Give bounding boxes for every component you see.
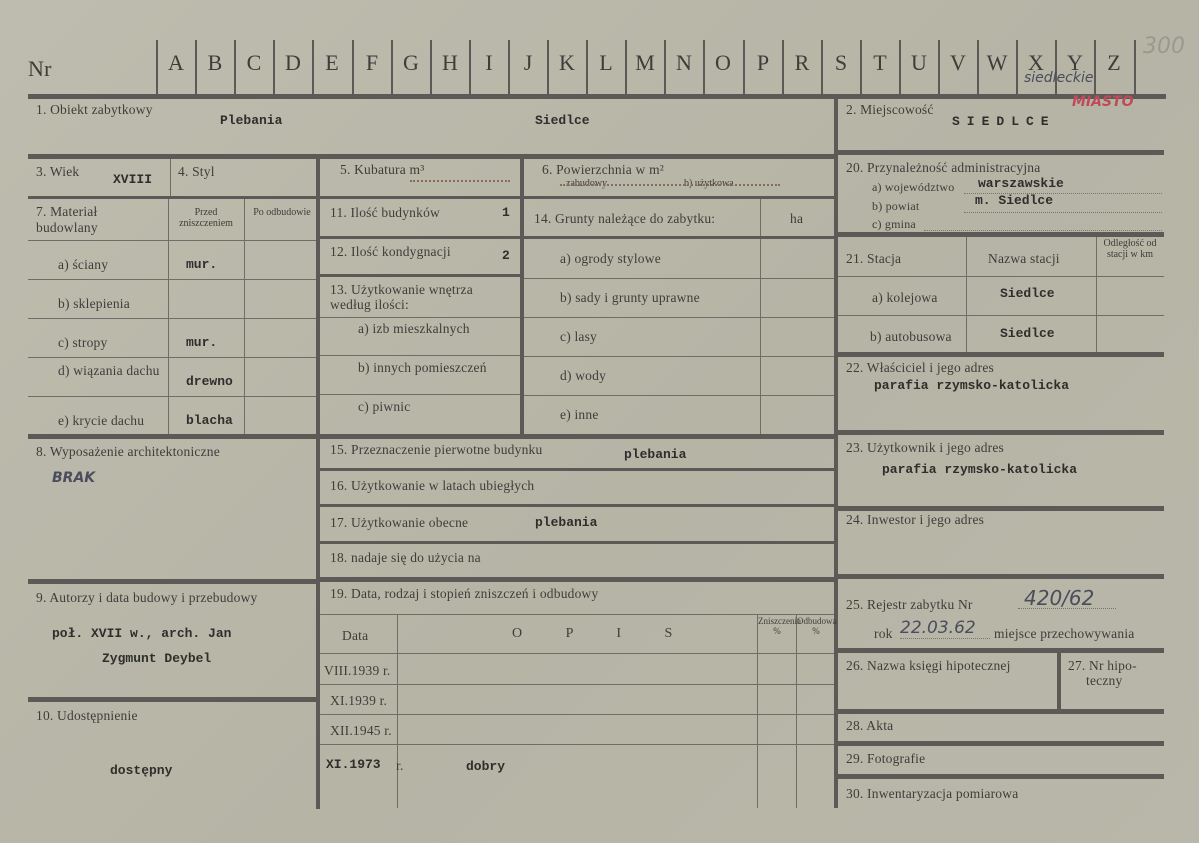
f13-b: b) innych pomieszczeń: [358, 360, 487, 375]
f27-label-2: teczny: [1086, 673, 1123, 688]
f7-row-label: d) wiązania dachu: [58, 363, 160, 378]
f7-row-label: a) ściany: [58, 257, 109, 272]
f19-col-opis: O P I S: [512, 626, 693, 641]
f14-row-divider: [524, 317, 834, 318]
nr-label: Nr: [28, 56, 52, 81]
f19-col-rebuild: [797, 616, 835, 636]
f14-row-divider: [524, 278, 834, 279]
f20-b-value: m. Siedlce: [975, 193, 1054, 208]
letter-b: B: [207, 50, 223, 75]
f19-row-divider: [320, 684, 834, 685]
f14-row-label: c) lasy: [560, 329, 598, 344]
f25-rok-label: rok: [874, 626, 893, 641]
letter-h: H: [442, 50, 458, 75]
f7-label: [36, 204, 156, 236]
letter-i: I: [485, 50, 493, 75]
letter-s: S: [834, 50, 848, 75]
f21-b-label: b) autobusowa: [870, 329, 952, 344]
f13-label-2: według ilości:: [330, 297, 409, 312]
letter-w: W: [986, 50, 1008, 75]
letter-x: X: [1028, 50, 1044, 75]
f21-col-name: Nazwa stacji: [988, 251, 1060, 266]
f29-label: 29. Fotografie: [846, 751, 926, 766]
f7-row-label: b) sklepienia: [58, 296, 130, 311]
f17-value: plebania: [535, 515, 598, 530]
f19-row-divider: [320, 714, 834, 715]
f12-value: 2: [502, 248, 510, 263]
f13-c: c) piwnic: [358, 399, 411, 414]
f14-row-label: b) sady i grunty uprawne: [560, 290, 700, 305]
f19-col-destruction-text: Zniszczenia %: [758, 616, 801, 636]
f6-sub-b: b) użytkowa: [684, 178, 734, 189]
f25-label: 25. Rejestr zabytku Nr: [846, 597, 973, 612]
f1-value: Plebania: [220, 113, 283, 128]
letter-p: P: [756, 50, 770, 75]
f5-label: 5. Kubatura m³: [340, 162, 425, 177]
f2-stamp: MIASTO: [1072, 94, 1134, 110]
f20-c-label: c) gmina: [872, 217, 916, 231]
f8-label: 8. Wyposażenie architektoniczne: [36, 444, 220, 459]
f27-label-1: 27. Nr hipo-: [1068, 658, 1137, 673]
f14-row-divider: [524, 356, 834, 357]
f19-col-rebuild-text: Odbudowa %: [797, 616, 837, 636]
letter-n: N: [676, 50, 692, 75]
f7-label-text: 7. Materiał budowlany: [36, 204, 98, 235]
f19-label: 19. Data, rodzaj i stopień zniszczeń i odbudowy: [330, 586, 599, 601]
f14-row-label: e) inne: [560, 407, 599, 422]
f17-label: 17. Użytkowanie obecne: [330, 515, 469, 530]
f16-label: 16. Użytkowanie w latach ubiegłych: [330, 478, 535, 493]
f19-col-destruction: [758, 616, 801, 636]
f7-col-after: Po odbudowie: [253, 207, 311, 218]
f14-unit: ha: [790, 211, 804, 226]
letter-z: Z: [1107, 50, 1121, 75]
f21-label: 21. Stacja: [846, 251, 902, 266]
f2-label: 2. Miejscowość: [846, 102, 934, 117]
f2-value: SIEDLCE: [952, 114, 1056, 129]
f25-rok: 22.03.62: [900, 618, 976, 638]
f19-row-desc: dobry: [466, 759, 506, 774]
f13-a: a) izb mieszkalnych: [358, 321, 470, 336]
f14-row-label: a) ogrody stylowe: [560, 251, 661, 266]
f19-row-date: XI.1973: [326, 757, 381, 772]
f18-label: 18. nadaje się do użycia na: [330, 550, 481, 565]
f6-label: 6. Powierzchnia w m²: [542, 162, 665, 177]
f11-value: 1: [502, 205, 510, 220]
f26-label: 26. Nazwa księgi hipotecznej: [846, 658, 1011, 673]
f15-value: plebania: [624, 447, 687, 462]
handwritten-note-voivodeship: siedleckie: [1024, 70, 1094, 86]
letter-v: V: [950, 50, 966, 75]
f4-label: 4. Styl: [178, 164, 215, 179]
letter-m: M: [635, 50, 655, 75]
f7-row-value: mur.: [186, 335, 218, 350]
f22-value: parafia rzymsko-katolicka: [874, 378, 1070, 393]
f8-value: BRAK: [52, 470, 96, 486]
letter-c: C: [246, 50, 262, 75]
letter-l: L: [599, 50, 613, 75]
f19-row-date: XII.1945 r.: [330, 723, 392, 738]
f7-row-value: drewno: [186, 374, 233, 389]
letter-t: T: [873, 50, 887, 75]
f7-row-divider: [28, 357, 316, 358]
f19-col-data: Data: [342, 628, 369, 643]
f24-label: 24. Inwestor i jego adres: [846, 512, 985, 527]
letter-r: R: [794, 50, 810, 75]
letter-e: E: [325, 50, 339, 75]
f7-row-value: blacha: [186, 413, 233, 428]
f28-label: 28. Akta: [846, 718, 894, 733]
f6-sub-a: zabudowy: [566, 178, 608, 189]
letter-f: F: [365, 50, 379, 75]
f19-row-date: XI.1939 r.: [330, 693, 388, 708]
f21-b-value: Siedlce: [1000, 326, 1055, 341]
f14-label: 14. Grunty należące do zabytku:: [534, 211, 716, 226]
letter-d: D: [285, 50, 301, 75]
f30-label: 30. Inwentaryzacja pomiarowa: [846, 786, 1019, 801]
f7-row-label: e) krycie dachu: [58, 413, 145, 428]
f20-label: 20. Przynależność administracyjna: [846, 160, 1041, 175]
f20-b-label: b) powiat: [872, 199, 920, 213]
f7-row-value: mur.: [186, 257, 218, 272]
f9-value-1: poł. XVII w., arch. Jan: [52, 626, 232, 641]
f3-value: XVIII: [113, 172, 153, 187]
f3-label: 3. Wiek: [36, 164, 80, 179]
f13-label-1: 13. Użytkowanie wnętrza: [330, 282, 473, 297]
f7-row-divider: [28, 279, 316, 280]
f9-label: 9. Autorzy i data budowy i przebudowy: [36, 590, 258, 605]
letter-y: Y: [1067, 50, 1083, 75]
letter-u: U: [911, 50, 927, 75]
f19-row-divider: [320, 744, 834, 745]
f10-label: 10. Udostępnienie: [36, 708, 138, 723]
f23-label: 23. Użytkownik i jego adres: [846, 440, 1004, 455]
letter-a: A: [168, 50, 184, 75]
f10-value: dostępny: [110, 763, 173, 778]
f7-col-before: Przed zniszczeniem: [179, 207, 233, 229]
f20-a-label: a) województwo: [872, 180, 955, 194]
f14-row-divider: [524, 395, 834, 396]
letter-divider: [1134, 40, 1136, 94]
f15-label: 15. Przeznaczenie pierwotne budynku: [330, 442, 543, 457]
f20-a-value: warszawskie: [978, 176, 1064, 191]
f22-label: 22. Właściciel i jego adres: [846, 360, 994, 375]
f21-a-label: a) kolejowa: [872, 290, 938, 305]
corner-number: 300: [1143, 34, 1185, 59]
f12-label: 12. Ilość kondygnacji: [330, 244, 451, 259]
f14-row-label: d) wody: [560, 368, 607, 383]
letter-k: K: [559, 50, 575, 75]
f21-a-value: Siedlce: [1000, 286, 1055, 301]
f7-row-divider: [28, 318, 316, 319]
letter-j: J: [523, 50, 533, 75]
f25-place-label: miejsce przechowywania: [994, 626, 1135, 641]
f7-row-label: c) stropy: [58, 335, 108, 350]
letter-g: G: [403, 50, 419, 75]
f11-label: 11. Ilość budynków: [330, 205, 440, 220]
f7-row-divider: [28, 396, 316, 397]
letter-o: O: [715, 50, 731, 75]
f19-row-date: VIII.1939 r.: [324, 663, 391, 678]
f1-label: 1. Obiekt zabytkowy: [36, 102, 153, 117]
f23-value: parafia rzymsko-katolicka: [882, 462, 1078, 477]
f9-value-2: Zygmunt Deybel: [102, 651, 212, 666]
f19-row-date-suffix: r.: [396, 758, 404, 773]
f1-value-place: Siedlce: [535, 113, 590, 128]
f21-col-dist: Odległość od stacji w km: [1103, 238, 1157, 260]
f25-nr: 420/62: [1024, 586, 1095, 610]
